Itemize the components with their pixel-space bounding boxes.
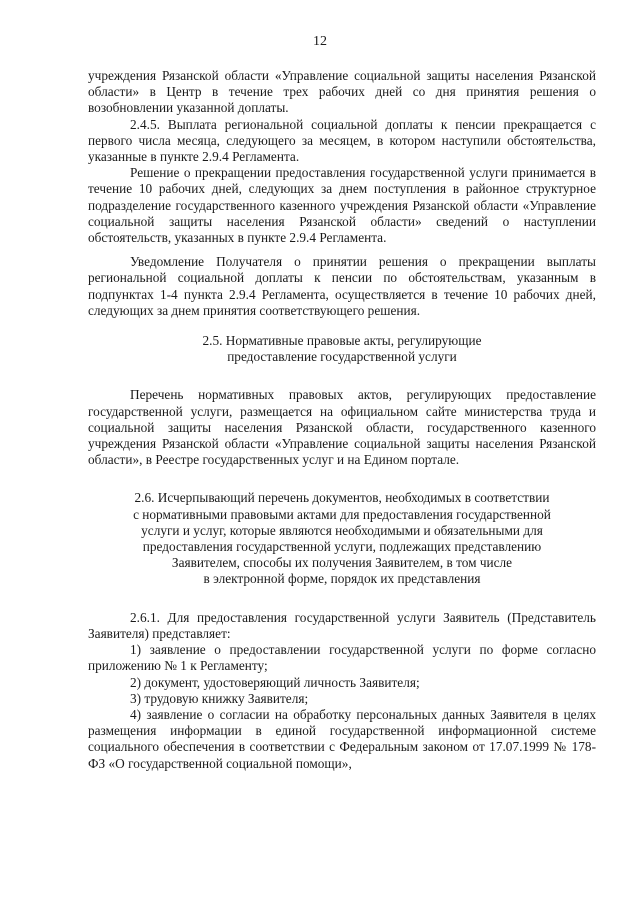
list-item-2: 2) документ, удостоверяющий личность Заявителя;: [130, 674, 420, 690]
paragraph-notice: Уведомление Получателя о принятии решения о прекращении выплаты региональной социальной доплаты к пенсии по обстоятельствам, указанным в подпунктах 1-4 пункта 2.9.4 Регламента, осуществляется в течение 10 рабочих дней, следующих за днем принятия соответствующего решения.: [88, 254, 596, 318]
section-heading-2-6-line-4: предоставления государственной услуги, подлежащих представлению: [142, 539, 542, 555]
section-heading-2-5-line-2: предоставление государственной услуги: [227, 349, 457, 365]
section-heading-2-6-line-5: Заявителем, способы их получения Заявителем, в том числе: [171, 555, 513, 571]
section-heading-2-6-line-1: 2.6. Исчерпывающий перечень документов, необходимых в соответствии: [134, 490, 550, 506]
list-item-4: 4) заявление о согласии на обработку персональных данных Заявителя в целях размещения информации в единой государственной информационной системе социального обеспечения в соответствии с Федеральным законом от 17.07.1999 № 178-ФЗ «О государственной социальной помощи»,: [88, 706, 596, 771]
section-heading-2-6-line-6: в электронной форме, порядок их представления: [203, 571, 481, 587]
paragraph-2-5: Перечень нормативных правовых актов, регулирующих предоставление государственной услуги, размещается на официальном сайте министерства труда и социальной защиты населения Рязанской области, государственного казенного учреждения Рязанской области «Управление социальной защиты населения Рязанской области», в Реестре государственных услуг и на Едином портале.: [88, 387, 596, 468]
paragraph-decision: Решение о прекращении предоставления государственной услуги принимается в течение 10 рабочих дней, следующих за днем поступления в районное структурное подразделение государственного казенного учреждения Рязанской области «Управление социальной защиты населения Рязанской области» сведений о наступлении обстоятельств, указанных в пункте 2.9.4 Регламента.: [88, 165, 596, 246]
paragraph-2-6-1: 2.6.1. Для предоставления государственной услуги Заявитель (Представитель Заявителя) представляет:: [88, 609, 596, 641]
document-body: [88, 68, 596, 772]
list-item-3: 3) трудовую книжку Заявителя;: [130, 690, 309, 706]
section-heading-2-6-line-3: услуги и услуг, которые являются необходимыми и обязательными для: [141, 522, 543, 538]
section-heading-2-5-line-1: 2.5. Нормативные правовые акты, регулирующие: [202, 333, 482, 349]
paragraph-continuation: учреждения Рязанской области «Управление социальной защиты населения Рязанской области» в Центр в течение трех рабочих дней со дня принятия решения о возобновлении указанной доплаты.: [88, 68, 596, 116]
paragraph-2-4-5: 2.4.5. Выплата региональной социальной доплаты к пенсии прекращается с первого числа месяца, следующего за месяцем, в котором наступили обстоятельства, указанные в пункте 2.9.4 Регламента.: [88, 116, 596, 165]
page-number: 12: [313, 34, 327, 49]
section-heading-2-6-line-2: с нормативными правовыми актами для предоставления государственной: [133, 506, 551, 522]
list-item-1: 1) заявление о предоставлении государственной услуги по форме согласно приложению № 1 к Регламенту;: [88, 642, 596, 674]
